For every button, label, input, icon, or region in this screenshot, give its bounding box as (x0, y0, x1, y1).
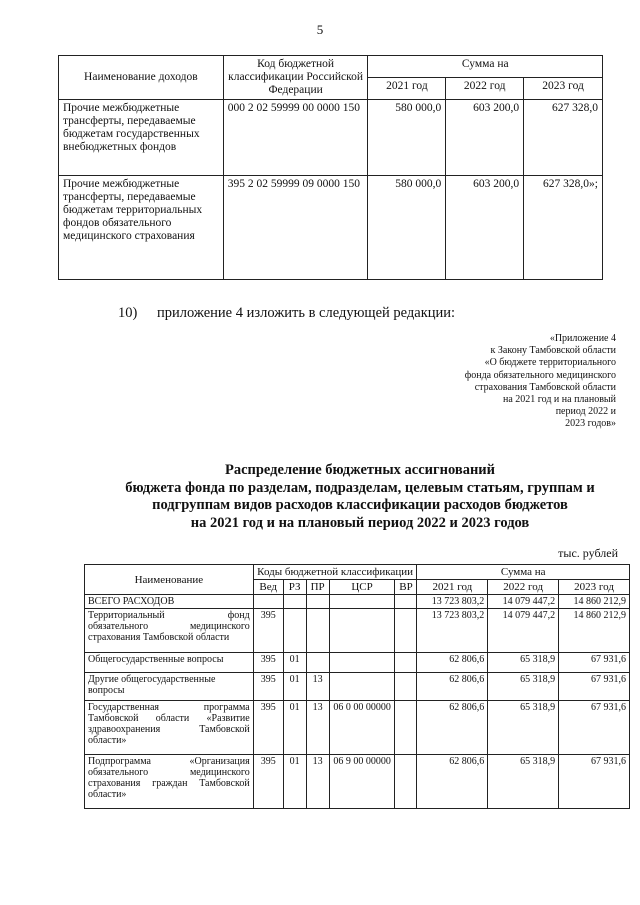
row-ved: 395 (253, 701, 283, 755)
total-2021: 13 723 803,2 (417, 595, 488, 609)
document-title (90, 462, 630, 532)
row-2023: 67 931,6 (559, 653, 630, 673)
row-2023: 67 931,6 (559, 701, 630, 755)
header-vr: ВР (395, 580, 417, 595)
table-row (85, 673, 630, 701)
income-code: 000 2 02 59999 00 0000 150 (223, 100, 368, 176)
page-number: 5 (316, 22, 324, 37)
row-rz: 01 (283, 673, 306, 701)
income-name: Прочие межбюджетные трансферты, передаваемые бюджетам территориальных фондов обязательного медицинского страхования (59, 176, 224, 280)
table-row (85, 653, 630, 673)
total-label: ВСЕГО РАСХОДОВ (85, 595, 254, 609)
row-name: Территориальный фонд обязательного медицинского страхования Тамбовской области (85, 609, 254, 653)
header-year-2022: 2022 год (446, 78, 524, 100)
row-rz (283, 609, 306, 653)
title-line: подгруппам видов расходов классификации расходов бюджетов (152, 497, 568, 513)
appendix-note (356, 333, 616, 431)
row-ved: 395 (253, 673, 283, 701)
table-row (85, 701, 630, 755)
row-vr (395, 609, 417, 653)
row-pr (306, 609, 329, 653)
header-year-2021: 2021 год (368, 78, 446, 100)
header-year-2023: 2023 год (524, 78, 603, 100)
table-row (59, 100, 603, 176)
title-line: Распределение бюджетных ассигнований (224, 462, 496, 478)
row-name: Другие общегосударственные вопросы (85, 673, 254, 701)
appendix-line: на 2021 год и на плановый (502, 394, 616, 406)
header-sum: Сумма на (368, 56, 603, 78)
header-classification-code: Код бюджетной классификации Российской Федерации (223, 56, 368, 100)
row-name: Общегосударственные вопросы (85, 653, 254, 673)
total-row (85, 595, 630, 609)
header-sum: Сумма на (417, 565, 630, 580)
row-2021: 62 806,6 (417, 673, 488, 701)
table-row (59, 176, 603, 280)
row-vr (395, 673, 417, 701)
appendix-line: фонда обязательного медицинского (464, 369, 616, 381)
value-2021: 580 000,0 (368, 176, 446, 280)
row-csr: 06 9 00 00000 (329, 755, 395, 809)
value-2023: 627 328,0»; (524, 176, 603, 280)
value-2023: 627 328,0 (524, 100, 603, 176)
appendix-line: «О бюджете территориального (484, 357, 616, 369)
row-2023: 67 931,6 (559, 673, 630, 701)
row-rz: 01 (283, 701, 306, 755)
row-rz: 01 (283, 755, 306, 809)
row-ved: 395 (253, 653, 283, 673)
expenses-table (84, 564, 630, 809)
header-name: Наименование (85, 565, 254, 595)
table-row (85, 609, 630, 653)
row-2022: 65 318,9 (488, 755, 559, 809)
header-codes: Коды бюджетной классификации (253, 565, 417, 580)
header-ved: Вед (253, 580, 283, 595)
row-rz: 01 (283, 653, 306, 673)
row-vr (395, 755, 417, 809)
row-2021: 62 806,6 (417, 701, 488, 755)
appendix-line: 2023 годов» (565, 418, 616, 430)
row-pr (306, 653, 329, 673)
row-pr: 13 (306, 673, 329, 701)
row-pr: 13 (306, 755, 329, 809)
item-text: приложение 4 изложить в следующей редакции: (157, 305, 456, 321)
header-year-2021: 2021 год (417, 580, 488, 595)
row-csr: 06 0 00 00000 (329, 701, 395, 755)
income-code: 395 2 02 59999 09 0000 150 (223, 176, 368, 280)
header-year-2023: 2023 год (559, 580, 630, 595)
row-2022: 14 079 447,2 (488, 609, 559, 653)
row-ved: 395 (253, 755, 283, 809)
appendix-line: «Приложение 4 (549, 333, 616, 344)
row-2021: 62 806,6 (417, 755, 488, 809)
header-csr: ЦСР (329, 580, 395, 595)
total-2022: 14 079 447,2 (488, 595, 559, 609)
row-vr (395, 653, 417, 673)
row-ved: 395 (253, 609, 283, 653)
item-number: 10) (118, 305, 138, 321)
header-year-2022: 2022 год (488, 580, 559, 595)
title-line: бюджета фонда по разделам, подразделам, целевым статьям, группам и (125, 479, 595, 496)
appendix-line: страхования Тамбовской области (474, 381, 616, 393)
table-row (85, 755, 630, 809)
value-2021: 580 000,0 (368, 100, 446, 176)
header-rz: РЗ (283, 580, 306, 595)
row-2021: 62 806,6 (417, 653, 488, 673)
header-pr: ПР (306, 580, 329, 595)
row-name: Государственная программа Тамбовской области «Развитие здравоохранения Тамбовской области» (85, 701, 254, 755)
row-vr (395, 701, 417, 755)
row-csr (329, 673, 395, 701)
income-name: Прочие межбюджетные трансферты, передаваемые бюджетам государственных внебюджетных фондов (59, 100, 224, 176)
row-csr (329, 609, 395, 653)
row-2023: 14 860 212,9 (559, 609, 630, 653)
row-2021: 13 723 803,2 (417, 609, 488, 653)
appendix-line: к Закону Тамбовской области (490, 345, 616, 357)
value-2022: 603 200,0 (446, 100, 524, 176)
row-2023: 67 931,6 (559, 755, 630, 809)
total-2023: 14 860 212,9 (559, 595, 630, 609)
row-2022: 65 318,9 (488, 673, 559, 701)
row-2022: 65 318,9 (488, 701, 559, 755)
row-name: Подпрограмма «Организация обязательного медицинского страхования граждан Тамбовской области» (85, 755, 254, 809)
header-income-name: Наименование доходов (59, 56, 224, 100)
title-line: на 2021 год и на плановый период 2022 и 2023 годов (190, 514, 530, 531)
row-2022: 65 318,9 (488, 653, 559, 673)
appendix-line: период 2022 и (555, 406, 616, 418)
row-pr: 13 (306, 701, 329, 755)
units-label: тыс. рублей (558, 546, 618, 560)
income-table (58, 55, 603, 280)
row-csr (329, 653, 395, 673)
value-2022: 603 200,0 (446, 176, 524, 280)
